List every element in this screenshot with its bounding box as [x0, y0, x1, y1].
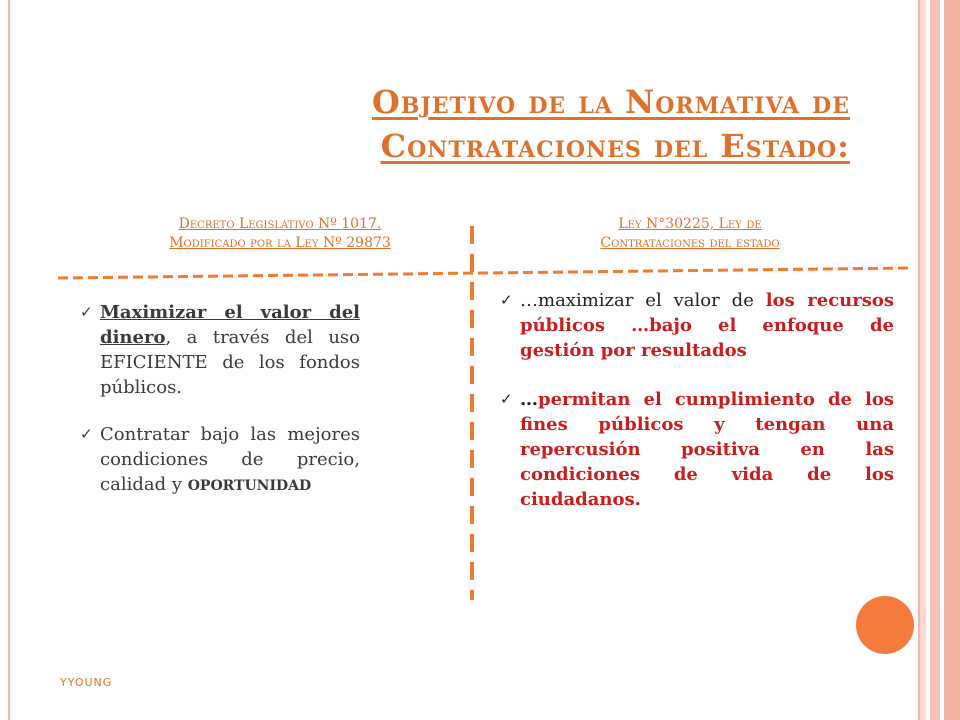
horizontal-dashed-divider — [58, 264, 910, 280]
footer-text: YYOUNG — [60, 676, 113, 689]
highlighted-text: los recursos públicos …bajo el enfoque de gestión por resultados — [520, 290, 894, 361]
list-item — [500, 387, 894, 512]
vertical-dashed-divider — [464, 226, 480, 600]
bold-word: OPORTUNIDAD — [187, 478, 312, 494]
list-item — [80, 422, 360, 499]
check-icon: ✓ — [80, 425, 93, 443]
check-icon: ✓ — [500, 291, 513, 309]
list-item — [80, 300, 360, 400]
left-column-header — [100, 215, 460, 253]
right-column-header — [480, 215, 900, 253]
title-line-1: Objetivo de la Normativa de — [372, 83, 850, 121]
item-lead: … — [520, 389, 538, 410]
title-line-2: Contrataciones del Estado: — [380, 127, 850, 165]
underlined-phrase: Maximizar el valor del dinero — [100, 302, 360, 348]
right-header-line-1: Ley N°30225, Ley de — [618, 216, 762, 232]
left-header-line-1: Decreto Legislativo Nº 1017. — [178, 216, 382, 232]
item-text: Contratar bajo las mejores condiciones de precio, calidad y — [100, 424, 360, 495]
check-icon: ✓ — [500, 390, 513, 408]
slide-title — [140, 80, 850, 168]
decorative-circle — [856, 596, 914, 654]
right-header-line-2: Contrataciones del estado — [600, 235, 780, 251]
item-text: , a través del uso EFICIENTE de los fondos públicos. — [100, 327, 360, 398]
left-header-line-2: Modificado por la Ley Nº 29873 — [169, 235, 391, 251]
highlighted-text: permitan el cumplimiento de los fines públicos y tengan una repercusión positiva en las condiciones de vida de los ciudadanos. — [520, 389, 894, 510]
item-text: …maximizar el valor de — [520, 290, 766, 311]
check-icon: ✓ — [80, 303, 93, 321]
right-objectives-list — [500, 288, 894, 536]
left-objectives-list — [80, 300, 360, 521]
list-item — [500, 288, 894, 363]
decorative-stripes — [920, 0, 960, 720]
